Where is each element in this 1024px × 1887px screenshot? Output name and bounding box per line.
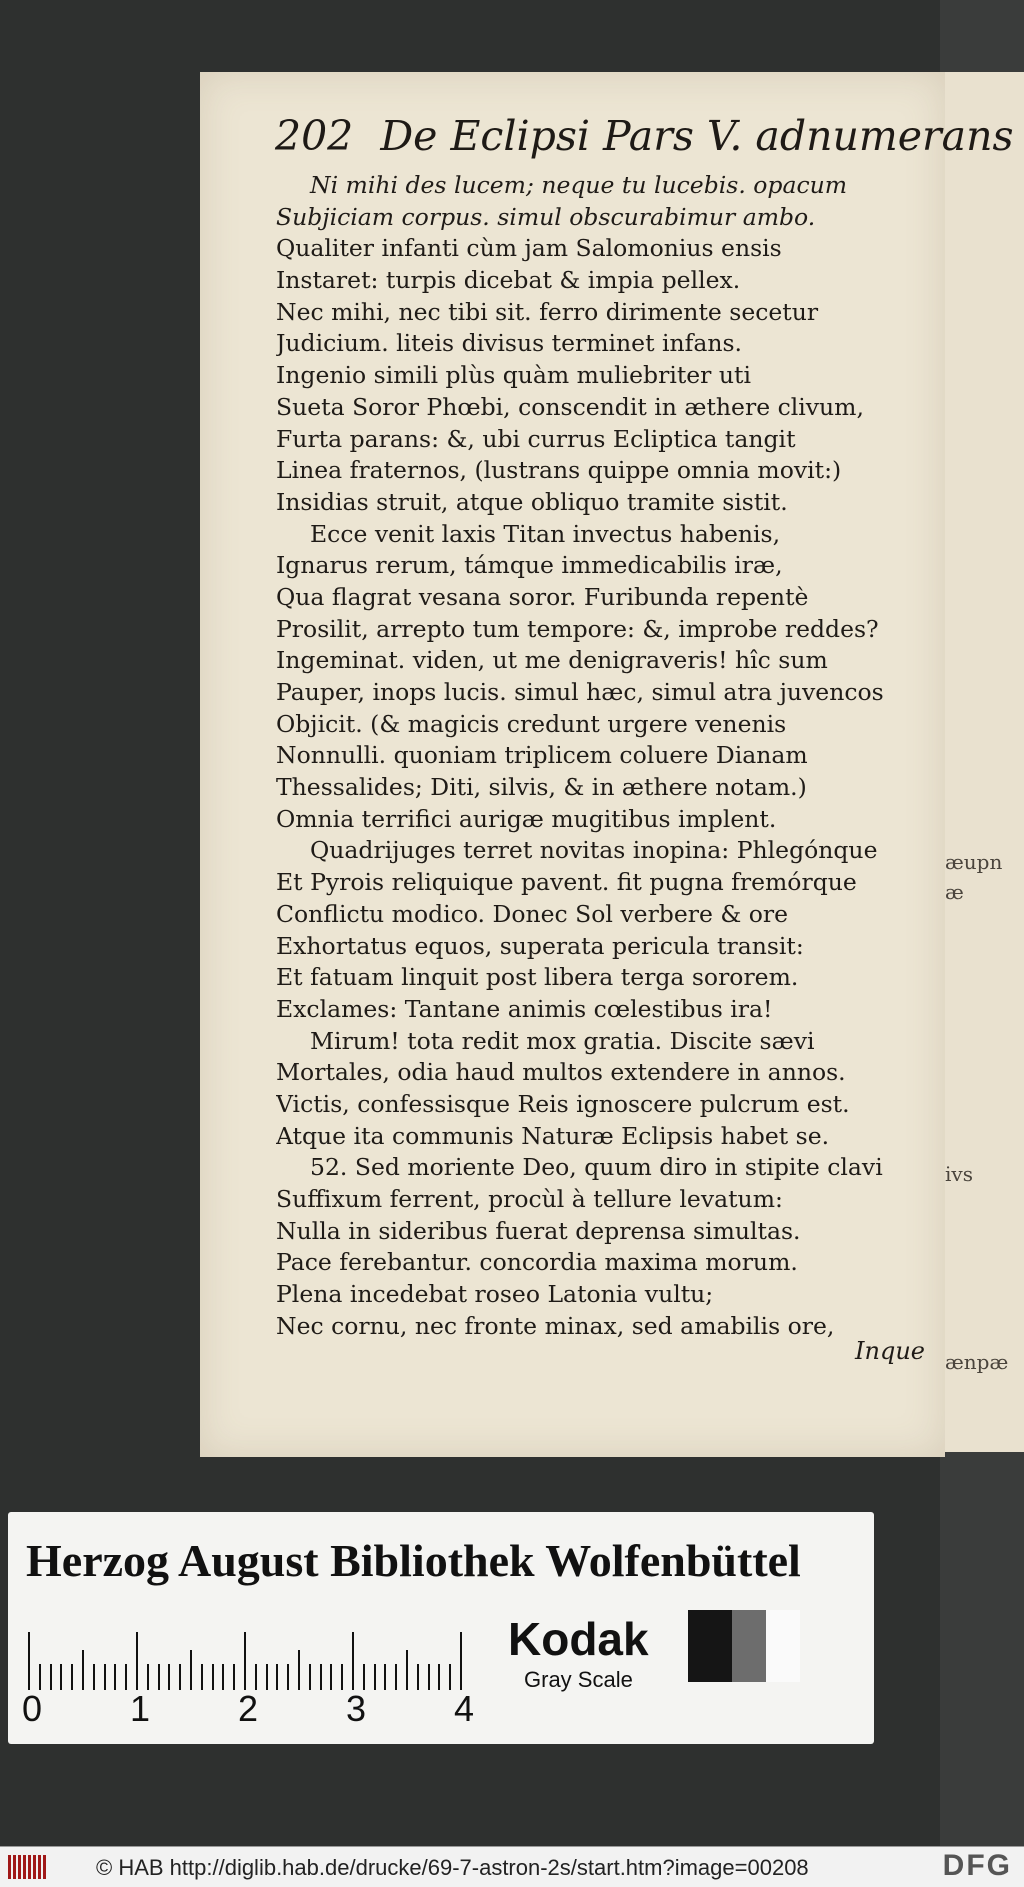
ruler-tick — [417, 1664, 419, 1690]
verse-line: Nonnulli. quoniam triplicem coluere Dianam — [276, 741, 808, 770]
verse-line: Pace ferebantur. concordia maxima morum. — [276, 1248, 798, 1277]
verse-line: Ecce venit laxis Titan invectus habenis, — [310, 519, 781, 548]
verse-line: Mirum! tota redit mox gratia. Discite sævi — [310, 1026, 815, 1055]
ruler-tick — [114, 1664, 116, 1690]
ruler-tick — [384, 1664, 386, 1690]
ruler-tick — [93, 1664, 95, 1690]
ruler-tick — [330, 1664, 332, 1690]
ruler-tick — [168, 1664, 170, 1690]
verse-line: Furta parans: &, ubi currus Ecliptica tangit — [276, 424, 796, 453]
verse-body — [276, 170, 936, 1342]
gray-patch-dark — [688, 1610, 732, 1682]
ruler-tick — [449, 1664, 451, 1690]
ruler-number: 0 — [22, 1688, 43, 1729]
gray-patch-mid — [732, 1610, 766, 1682]
ruler-number: 4 — [454, 1688, 475, 1729]
verse-line: Subjiciam corpus. simul obscurabimur ambo. — [276, 202, 816, 231]
ruler-tick — [71, 1664, 73, 1690]
ruler-tick — [438, 1664, 440, 1690]
ruler-tick — [460, 1632, 462, 1690]
verse-line: Atque ita communis Naturæ Eclipsis habet se. — [276, 1121, 830, 1150]
facing-page-fragment: ivs — [945, 1162, 973, 1186]
ruler-tick — [406, 1650, 408, 1690]
ruler — [28, 1620, 473, 1690]
ruler-tick — [201, 1664, 203, 1690]
ruler-tick — [428, 1664, 430, 1690]
verse-line: Insidias struit, atque obliquo tramite sistit. — [276, 487, 788, 516]
ruler-tick — [374, 1664, 376, 1690]
facing-page-edge — [945, 72, 1024, 1452]
ruler-tick — [352, 1632, 354, 1690]
ruler-tick — [82, 1650, 84, 1690]
verse-line: Ingenio simili plùs quàm muliebriter uti — [276, 361, 751, 390]
verse-line: Plena incedebat roseo Latonia vultu; — [276, 1280, 714, 1309]
ruler-tick — [255, 1664, 257, 1690]
verse-line: Suffixum ferrent, procùl à tellure levatum: — [276, 1185, 783, 1213]
ruler-tick — [244, 1632, 246, 1690]
facing-page-fragment: æ — [945, 880, 964, 904]
dfg-logo: DFG — [942, 1849, 1012, 1882]
verse-line: Victis, confessisque Reis ignoscere pulcrum est. — [276, 1089, 850, 1118]
facing-page-fragment: ænpæ — [945, 1350, 1009, 1374]
digitization-logo-icon — [8, 1855, 48, 1879]
verse-line: Linea fraternos, (lustrans quippe omnia movit:) — [276, 456, 842, 485]
ruler-tick — [222, 1664, 224, 1690]
color-scale-card — [8, 1512, 874, 1744]
ruler-tick — [104, 1664, 106, 1690]
catchword: Inque — [855, 1337, 925, 1365]
facing-page-fragment: æupn — [945, 850, 1003, 874]
verse-line: Nec cornu, nec fronte minax, sed amabilis ore, — [276, 1311, 835, 1340]
ruler-tick — [363, 1664, 365, 1690]
verse-line: Ignarus rerum, támque immedicabilis iræ, — [276, 551, 783, 580]
running-head — [275, 112, 1014, 160]
ruler-tick — [309, 1664, 311, 1690]
gray-patch-light — [766, 1610, 800, 1682]
verse-line: Exclames: Tantane animis cœlestibus ira! — [276, 994, 773, 1023]
ruler-tick — [298, 1650, 300, 1690]
verse-line: Sueta Soror Phœbi, conscendit in æthere clivum, — [276, 392, 864, 421]
viewer-footer — [0, 1846, 1024, 1887]
verse-line: Et fatuam linquit post libera terga sororem. — [276, 963, 799, 992]
library-name: Herzog August Bibliothek Wolfenbüttel — [26, 1535, 801, 1586]
verse-line: Et Pyrois reliquique pavent. fit pugna fremórque — [276, 868, 857, 897]
ruler-tick — [276, 1664, 278, 1690]
ruler-tick — [287, 1664, 289, 1690]
verse-line: Exhortatus equos, superata pericula transit: — [276, 931, 804, 960]
ruler-tick — [125, 1664, 127, 1690]
ruler-tick — [28, 1632, 30, 1690]
verse-line: Omnia terrifici aurigæ mugitibus implent. — [276, 804, 777, 833]
ruler-tick — [147, 1664, 149, 1690]
ruler-tick — [60, 1664, 62, 1690]
page-number: 202 — [275, 112, 354, 160]
ruler-tick — [158, 1664, 160, 1690]
verse-line: Ingeminat. viden, ut me denigraveris! hîc sum — [276, 646, 828, 675]
ruler-tick — [179, 1664, 181, 1690]
ruler-tick — [136, 1632, 138, 1690]
ruler-tick — [212, 1664, 214, 1690]
verse-line: Judicium. liteis divisus terminet infans. — [276, 329, 743, 358]
ruler-tick — [50, 1664, 52, 1690]
verse-line: Nulla in sideribus fuerat deprensa simultas. — [276, 1216, 801, 1245]
verse-line: Objicit. (& magicis credunt urgere venenis — [276, 709, 787, 738]
verse-line: Nec mihi, nec tibi sit. ferro dirimente secetur — [276, 297, 819, 326]
verse-line: Ni mihi des lucem; neque tu lucebis. opacum — [310, 171, 848, 199]
verse-line: Instaret: turpis dicebat & impia pellex. — [276, 266, 741, 295]
verse-line: Prosilit, arrepto tum tempore: &, improbe reddes? — [276, 614, 879, 643]
kodak-brand: Kodak — [508, 1613, 649, 1665]
verse-line: Thessalides; Diti, silvis, & in æthere notam.) — [276, 773, 807, 802]
ruler-tick — [233, 1664, 235, 1690]
verse-line: Conflictu modico. Donec Sol verbere & ore — [276, 899, 789, 928]
ruler-tick — [341, 1664, 343, 1690]
verse-line: Quadrijuges terret novitas inopina: Phlegónque — [310, 836, 878, 865]
ruler-number: 2 — [238, 1688, 259, 1729]
gray-scale-label: Gray Scale — [524, 1667, 633, 1692]
verse-line: Qua flagrat vesana soror. Furibunda repentè — [276, 582, 809, 611]
ruler-tick — [39, 1664, 41, 1690]
ruler-number: 1 — [130, 1688, 151, 1729]
verse-line: Qualiter infanti cùm jam Salomonius ensis — [276, 234, 782, 263]
verse-line: Pauper, inops lucis. simul hæc, simul atra juvencos — [276, 678, 884, 706]
ruler-tick — [266, 1664, 268, 1690]
verse-line: 52. Sed moriente Deo, quum diro in stipite clavi — [310, 1153, 883, 1182]
ruler-tick — [395, 1664, 397, 1690]
running-head-title: De Eclipsi Pars V. adnumerans — [380, 112, 1014, 160]
ruler-number: 3 — [346, 1688, 367, 1729]
verse-line: Mortales, odia haud multos extendere in annos. — [276, 1058, 846, 1087]
ruler-tick — [190, 1650, 192, 1690]
copyright-link[interactable]: © HAB http://diglib.hab.de/drucke/69-7-astron-2s/start.htm?image=00208 — [96, 1855, 809, 1880]
ruler-tick — [320, 1664, 322, 1690]
